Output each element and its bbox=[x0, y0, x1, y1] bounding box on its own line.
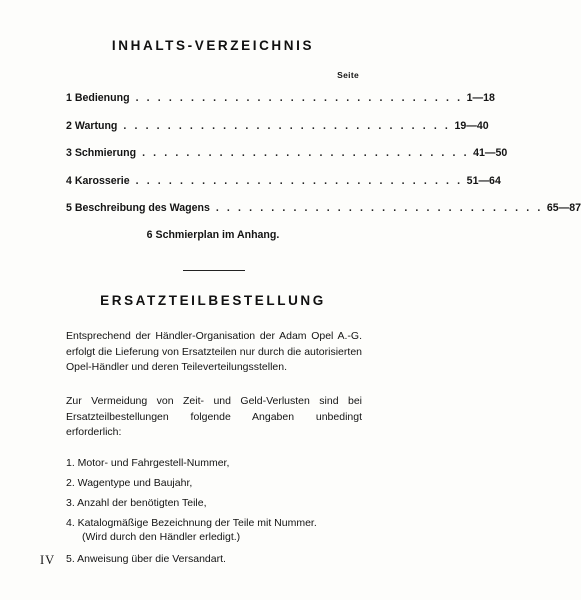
list-item: 4. Katalogmäßige Bezeichnung der Teile mit Nummer. bbox=[66, 517, 317, 529]
toc-leader-dots: . . . . . . . . . . . . . . . . . . . . . . . . . . . . . . bbox=[142, 147, 470, 159]
list-item-note: (Wird durch den Händler erledigt.) bbox=[82, 531, 241, 543]
toc-entry-label: 5 Beschreibung des Wagens bbox=[66, 202, 210, 214]
toc-entry-pages: 19—40 bbox=[454, 119, 489, 132]
ordering-title: ERSATZTEILBESTELLUNG bbox=[100, 293, 326, 308]
page-number: IV bbox=[40, 553, 56, 567]
toc-title: INHALTS-VERZEICHNIS bbox=[111, 38, 315, 53]
toc-leader-dots: . . . . . . . . . . . . . . . . . . . . . . . . . . . . . . bbox=[135, 174, 463, 187]
toc-entry-pages: 65—87 bbox=[546, 202, 581, 214]
appendix-note: 6 Schmierplan im Anhang. bbox=[146, 229, 280, 241]
toc-entry-label: 2 Wartung bbox=[66, 119, 118, 132]
table-of-contents bbox=[66, 92, 581, 230]
toc-entry bbox=[66, 119, 489, 148]
toc-leader-dots: . . . . . . . . . . . . . . . . . . . . . . . . . . . . . . bbox=[215, 202, 543, 214]
toc-entry bbox=[66, 147, 508, 175]
toc-entry bbox=[66, 92, 495, 120]
list-item: 5. Anweisung über die Versandart. bbox=[66, 553, 226, 565]
list-item: 2. Wagentype und Baujahr, bbox=[66, 477, 193, 489]
toc-leader-dots: . . . . . . . . . . . . . . . . . . . . . . . . . . . . . . bbox=[123, 119, 451, 132]
list-item: 3. Anzahl der benötigten Teile, bbox=[66, 497, 207, 509]
section-divider bbox=[183, 270, 245, 271]
toc-entry-pages: 51—64 bbox=[466, 174, 501, 187]
toc-entry-pages: 1—18 bbox=[466, 92, 495, 104]
toc-entry bbox=[66, 202, 581, 230]
toc-entry-label: 1 Bedienung bbox=[66, 92, 130, 104]
toc-entry-pages: 41—50 bbox=[473, 147, 508, 159]
toc-entry bbox=[66, 174, 501, 203]
list-item: 1. Motor- und Fahrgestell-Nummer, bbox=[66, 457, 230, 469]
toc-entry-label: 4 Karosserie bbox=[66, 174, 130, 187]
ordering-paragraph-1: Entsprechend der Händler-Organisation der Adam Opel A.-G. erfolgt die Lieferung von Ersatzteilen nur durch die autorisierten Opel-Händler und deren Teileverteilungsstellen. bbox=[66, 330, 362, 374]
toc-leader-dots: . . . . . . . . . . . . . . . . . . . . . . . . . . . . . . bbox=[135, 92, 463, 104]
page-column-label: Seite bbox=[337, 70, 359, 80]
ordering-paragraph-2: Zur Vermeidung von Zeit- und Geld-Verlusten sind bei Ersatzteilbestellungen folgende Angaben unbedingt erforderlich: bbox=[66, 395, 362, 439]
toc-entry-label: 3 Schmierung bbox=[66, 147, 137, 159]
